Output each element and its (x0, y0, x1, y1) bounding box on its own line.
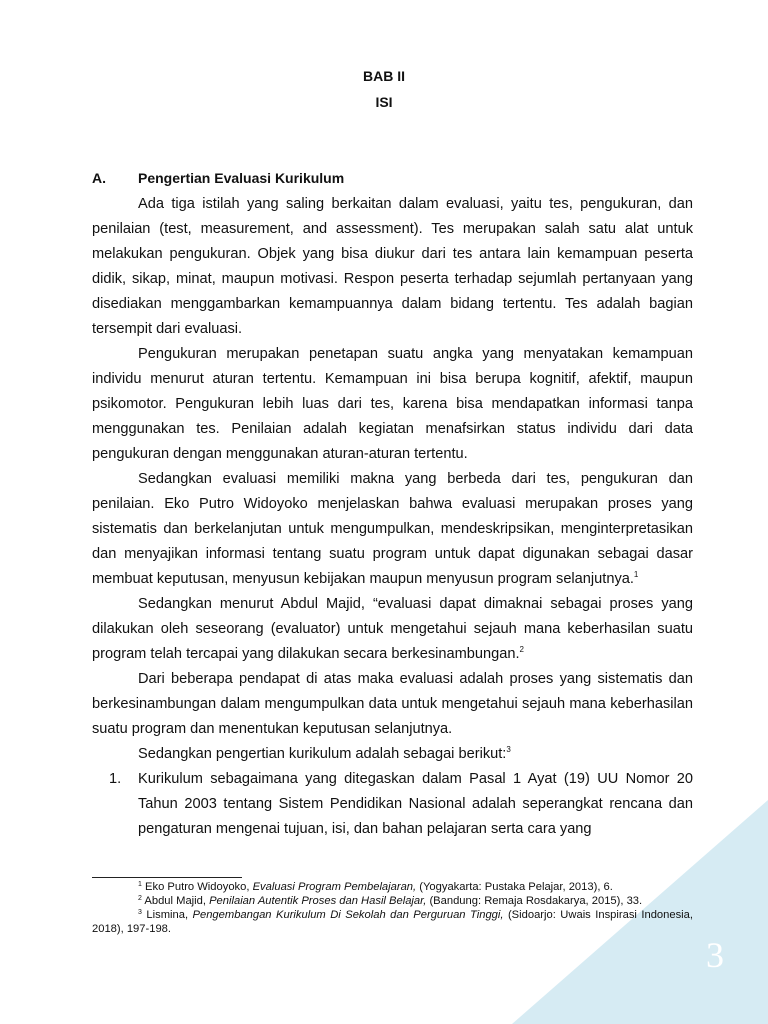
footnote: $^3$ Lismina, Pengembangan Kurikulum Di Sekolah dan Perguruan Tinggi, (Sidoarjo: Uwais Inspirasi Indonesia, 2018), 197-198. (92, 909, 693, 935)
paragraph: Sedangkan menurut Abdul Majid, “evaluasi dapat dimaknai sebagai proses yang dilakukan oleh seseorang (evaluator) untuk mengetahui sejauh mana keberhasilan suatu program telah tercapai yang dilakukan secara berkesinambungan.$^2$ (92, 596, 693, 662)
list-item-text: Kurikulum sebagaimana yang ditegaskan dalam Pasal 1 Ayat (19) UU Nomor 20 Tahun 2003 tentang Sistem Pendidikan Nasional adalah seperangkat rencana dan pengaturan mengenai tujuan, isi, dan bahan pelajaran serta cara yang (138, 771, 693, 837)
footnote-reference: 2 (519, 645, 524, 654)
list-marker: 1. (109, 771, 122, 787)
numbered-list (92, 767, 693, 842)
paragraph: Pengukuran merupakan penetapan suatu angka yang menyatakan kemampuan individu menurut aturan tertentu. Kemampuan ini bisa berupa kognitif, afektif, maupun psikomotor. Pengukuran lebih luas dari tes, karena bisa mendapatkan informasi tanpa menggunakan tes. Penilaian adalah kegiatan menafsirkan status individu dari data pengukuran dengan menggunakan aturan-aturan tertentu. (92, 346, 693, 462)
section-number: A. (92, 170, 106, 186)
paragraph: Ada tiga istilah yang saling berkaitan dalam evaluasi, yaitu tes, pengukuran, dan penilaian (test, measurement, and assessment). Tes merupakan salah satu alat untuk melakukan pengukuran. Objek yang bisa diukur dari tes antara lain kemampuan peserta didik, sikap, minat, maupun motivasi. Respon peserta terhadap sejumlah pertanyaan yang disediakan menggambarkan kemampuannya dalam bidang tertentu. Tes adalah bagian tersempit dari evaluasi. (92, 196, 693, 337)
paragraph: Sedangkan evaluasi memiliki makna yang berbeda dari tes, pengukuran dan penilaian. Eko Putro Widoyoko menjelaskan bahwa evaluasi merupakan proses yang sistematis dan berkelanjutan untuk mengumpulkan, mendeskripsikan, menginterpretasikan dan menyajikan informasi tentang suatu program untuk dapat digunakan sebagai dasar membuat keputusan, menyusun kebijakan maupun menyusun program selanjutnya.$^1$ (92, 471, 693, 587)
paragraph: Sedangkan pengertian kurikulum adalah sebagai berikut:$^3$ (138, 745, 511, 762)
paragraph: Dari beberapa pendapat di atas maka evaluasi adalah proses yang sistematis dan berkesinambungan dalam mengumpulkan data untuk mengetahui sejauh mana keberhasilan suatu program dan menentukan keputusan selanjutnya. (92, 671, 693, 737)
footnote: $^1$ Eko Putro Widoyoko, Evaluasi Program Pembelajaran, (Yogyakarta: Pustaka Pelajar, 2013), 6. (138, 881, 613, 893)
footnote-separator (92, 877, 242, 878)
body-text (92, 192, 693, 842)
section-heading (92, 170, 344, 186)
section-title: Pengertian Evaluasi Kurikulum (138, 170, 345, 186)
footnotes (92, 880, 693, 936)
chapter-subheading: ISI (375, 94, 393, 110)
footnote: $^2$ Abdul Majid, Penilaian Autentik Proses dan Hasil Belajar, (Bandung: Remaja Rosdakarya, 2015), 33. (138, 895, 643, 907)
chapter-heading: BAB II (363, 68, 405, 84)
footnote-reference: 3 (506, 745, 511, 754)
footnote-reference: 1 (633, 570, 639, 579)
page-number: 3 (706, 935, 724, 975)
list-item (92, 767, 693, 842)
